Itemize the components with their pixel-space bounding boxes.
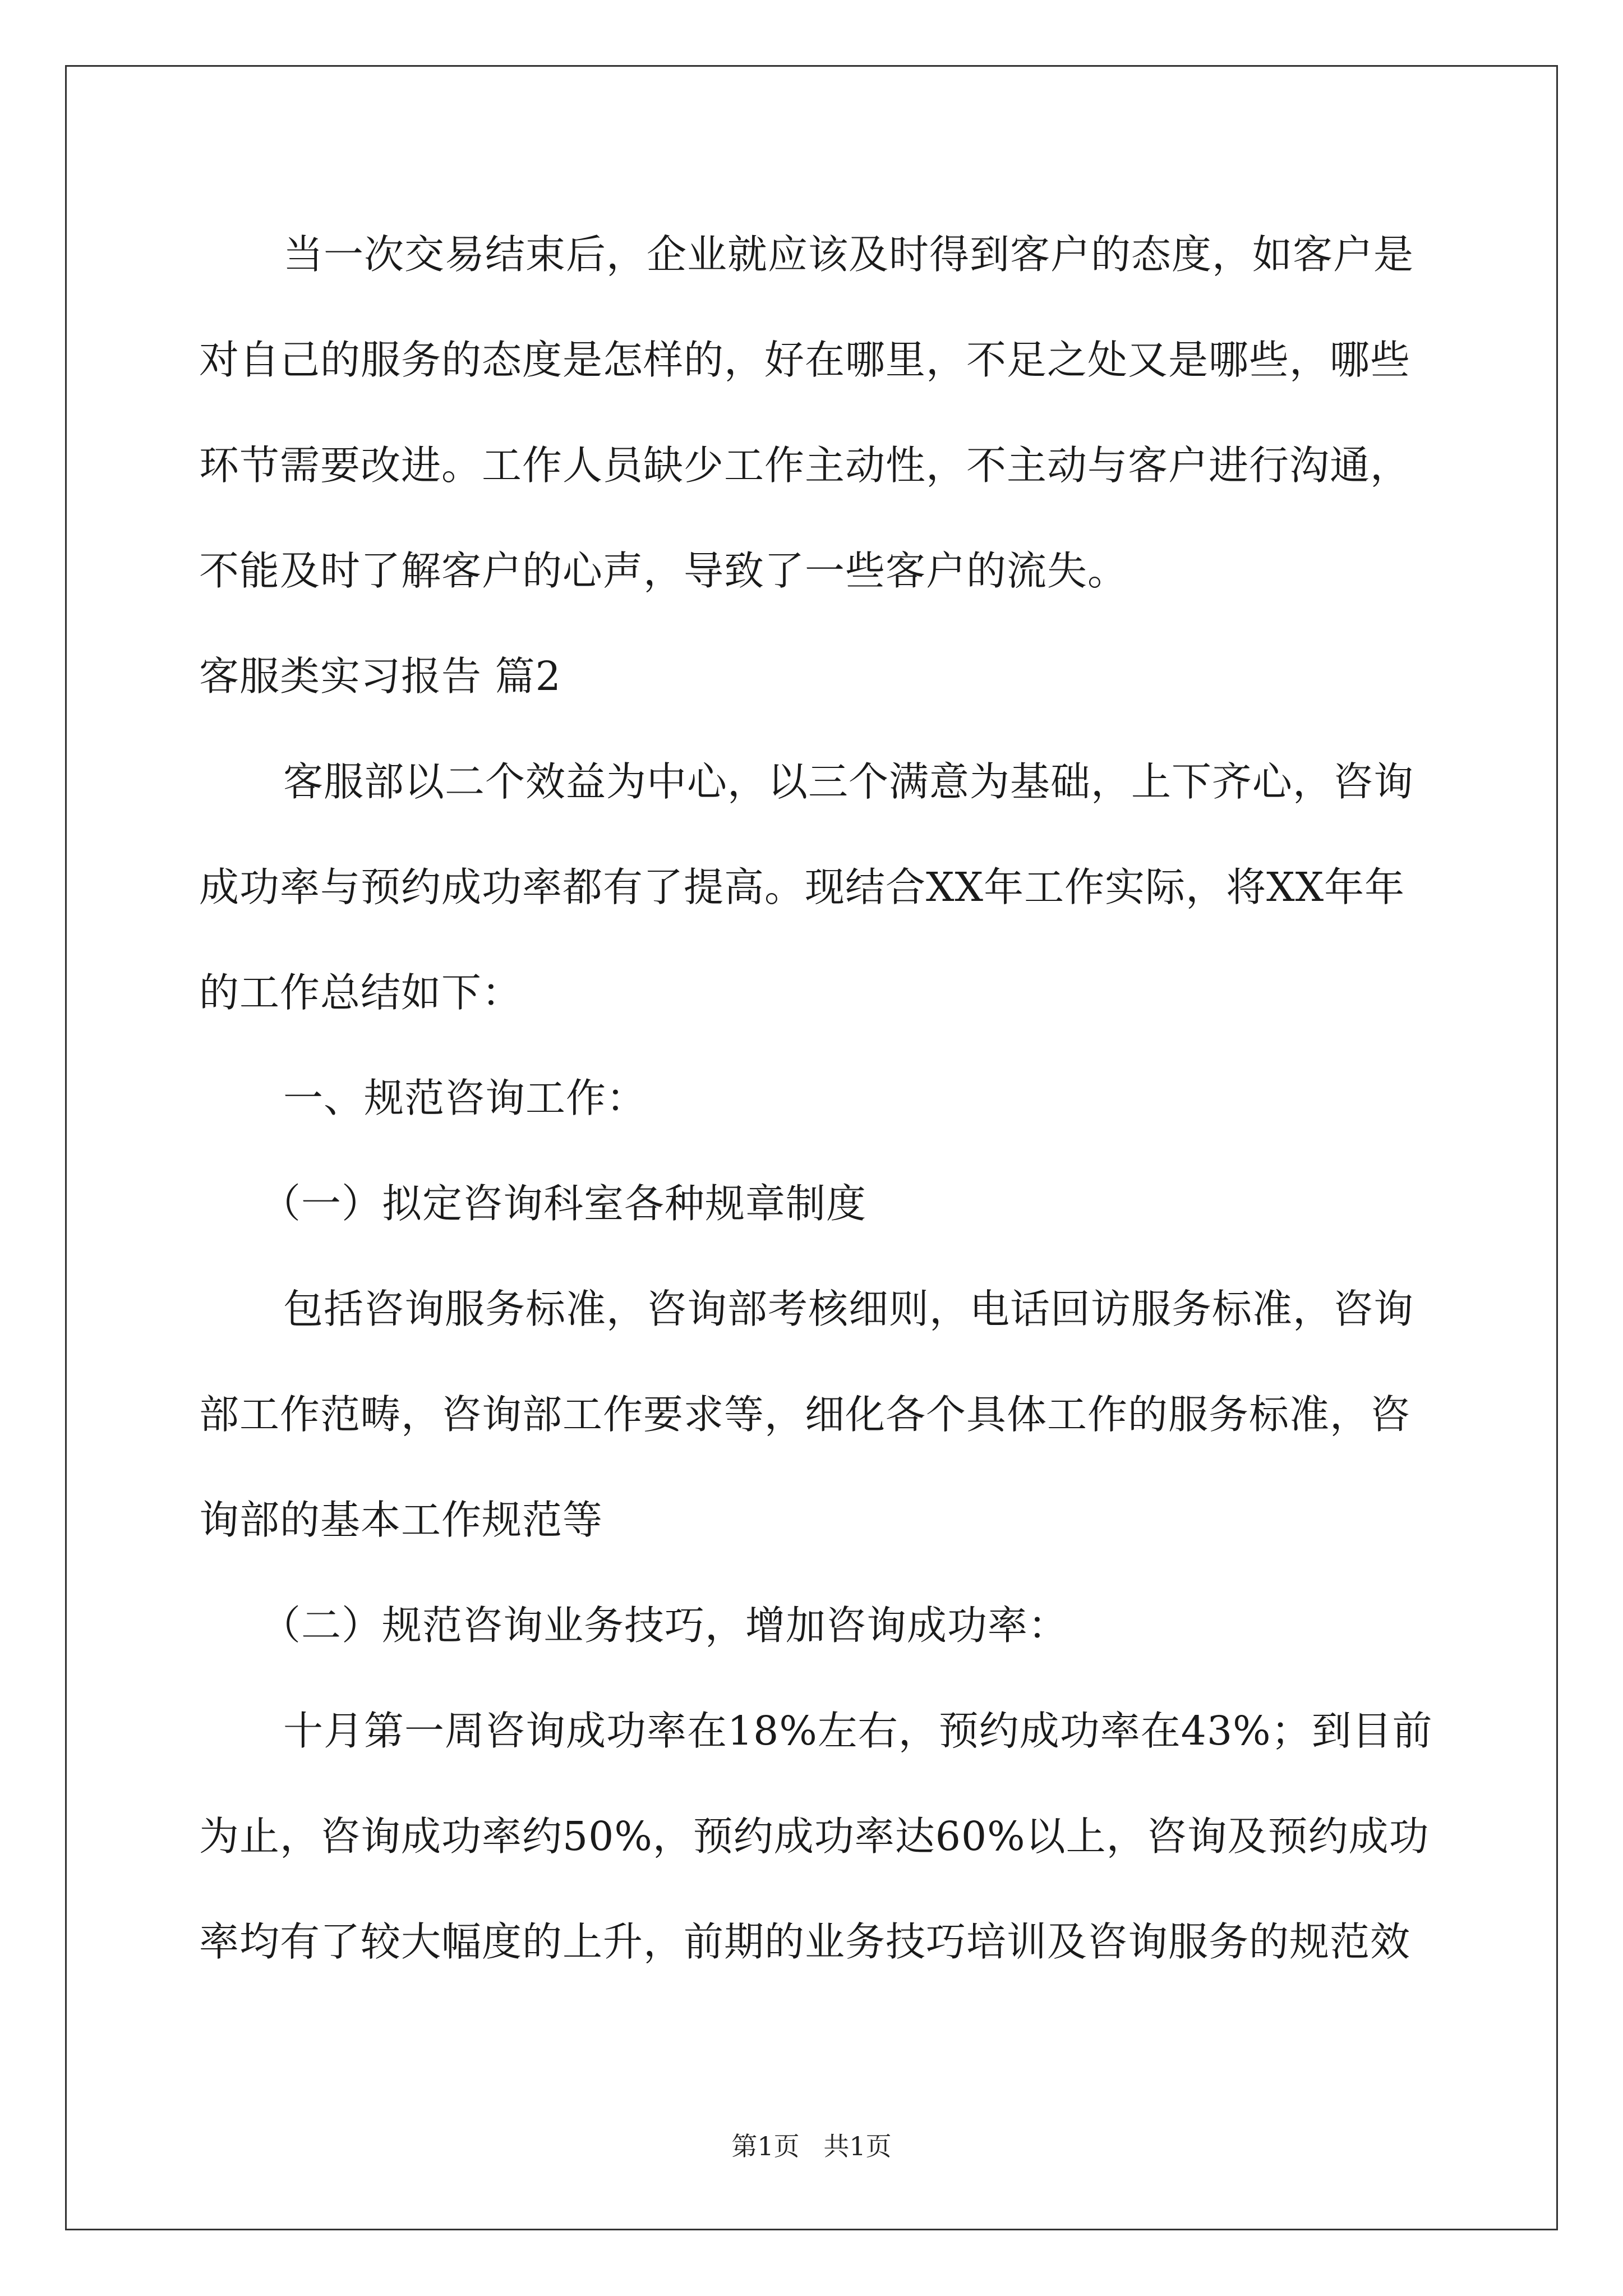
paragraph-line: 询部的基本工作规范等 <box>199 1497 603 1543</box>
paragraph-line: 为止，咨询成功率约50%，预约成功率达60%以上，咨询及预约成功 <box>199 1813 1430 1860</box>
page-number-total: 共1页 <box>823 2131 892 2161</box>
paragraph-line: 率均有了较大幅度的上升，前期的业务技巧培训及咨询服务的规范效 <box>199 1918 1411 1965</box>
paragraph-line: 当一次交易结束后，企业就应该及时得到客户的态度，如客户是 <box>283 231 1414 278</box>
paragraph-line: 环节需要改进。工作人员缺少工作主动性，不主动与客户进行沟通， <box>199 442 1411 489</box>
paragraph-line: 成功率与预约成功率都有了提高。现结合XX年工作实际，将XX年年 <box>199 864 1405 910</box>
page-number-current: 第1页 <box>731 2131 800 2161</box>
paragraph-line: 不能及时了解客户的心声，导致了一些客户的流失。 <box>199 547 1128 594</box>
paragraph-line: 的工作总结如下： <box>199 969 523 1016</box>
section-heading: 客服类实习报告 篇2 <box>199 653 561 700</box>
paragraph-line: 部工作范畴，咨询部工作要求等，细化各个具体工作的服务标准，咨 <box>199 1391 1411 1438</box>
item-heading: （一）拟定咨询科室各种规章制度 <box>261 1180 867 1227</box>
page-footer <box>0 2126 1623 2163</box>
paragraph-line: 十月第一周咨询成功率在18%左右，预约成功率在43%；到目前 <box>283 1708 1433 1754</box>
paragraph-line: 对自己的服务的态度是怎样的，好在哪里，不足之处又是哪些，哪些 <box>199 337 1411 383</box>
document-body <box>199 202 1433 1995</box>
subsection-heading: 一、规范咨询工作： <box>283 1075 647 1121</box>
paragraph-line: 包括咨询服务标准，咨询部考核细则，电话回访服务标准，咨询 <box>283 1286 1414 1332</box>
item-heading: （二）规范咨询业务技巧，增加咨询成功率： <box>261 1602 1069 1649</box>
paragraph-line: 客服部以二个效益为中心，以三个满意为基础，上下齐心，咨询 <box>283 758 1414 805</box>
